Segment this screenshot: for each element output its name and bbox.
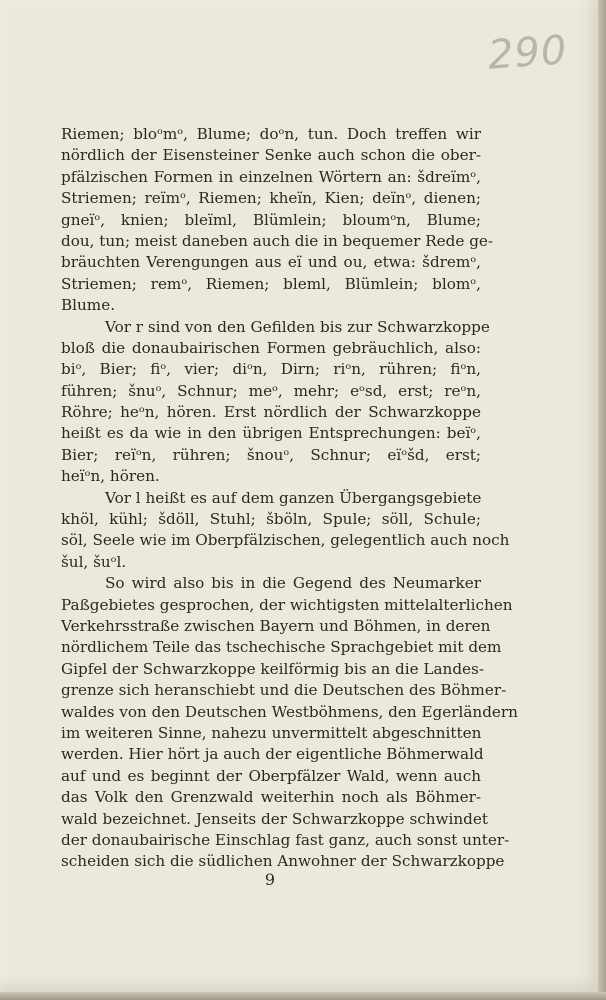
text-line: Verkehrsstraße zwischen Bayern und Böhmen, in deren: [61, 616, 491, 635]
text-line: söl, Seele wie im Oberpfälzischen, gelegentlich auch noch: [61, 531, 510, 550]
body-text: [61, 124, 518, 873]
text-line: Röhre; heᵒn, hören. Erst nördlich der Schwarzkoppe: [61, 403, 481, 422]
text-line: pfälzischen Formen in einzelnen Wörtern an: šdreïmᵒ,: [61, 167, 481, 186]
text-line: So wird also bis in die Gegend des Neumarker: [105, 574, 481, 593]
text-line: dou, tun; meist daneben auch die in bequemer Rede ge-: [61, 231, 494, 250]
text-line: nördlich der Eisensteiner Senke auch schon die ober-: [61, 146, 481, 165]
paragraph: [61, 573, 518, 872]
text-line: Gipfel der Schwarzkoppe keilförmig bis an die Landes-: [61, 659, 484, 678]
text-line: führen; šnuᵒ, Schnur; meᵒ, mehr; eᵒsd, erst; reᵒn,: [61, 381, 481, 400]
text-line: grenze sich heranschiebt und die Deutschen des Böhmer-: [61, 681, 507, 700]
text-line: wald bezeichnet. Jenseits der Schwarzkoppe schwindet: [61, 809, 489, 828]
text-line: Vor r sind von den Gefilden bis zur Schwarzkoppe: [105, 317, 490, 336]
text-line: Striemen; reïmᵒ, Riemen; kheïn, Kien; deïnᵒ, dienen;: [61, 189, 481, 208]
page-edge-right: [598, 0, 606, 1000]
page-number: 9: [264, 870, 276, 889]
text-line: das Volk den Grenzwald weiterhin noch als Böhmer-: [61, 788, 481, 807]
text-line: šul, šuᵒl.: [61, 552, 127, 571]
text-line: im weiteren Sinne, nahezu unvermittelt abgeschnitten: [61, 723, 482, 742]
text-line: scheiden sich die südlichen Anwohner der Schwarzkoppe: [61, 852, 505, 871]
handwritten-folio-number: 290: [486, 27, 569, 79]
text-line: Paßgebietes gesprochen, der wichtigsten mittelalterlichen: [61, 595, 513, 614]
text-line: biᵒ, Bier; fiᵒ, vier; diᵒn, Dirn; riᵒn, rühren; fiᵒn,: [61, 360, 481, 379]
paragraph: [61, 124, 494, 317]
text-line: Bier; reïᵒn, rühren; šnouᵒ, Schnur; eïᵒšd, erst;: [61, 445, 481, 464]
paragraph: [61, 317, 490, 488]
text-line: khöl, kühl; šdöll, Stuhl; šböln, Spule; söll, Schule;: [61, 510, 481, 529]
text-line: heißt es da wie in den übrigen Entsprechungen: beïᵒ,: [61, 424, 481, 443]
text-line: bloß die donaubairischen Formen gebräuchlich, also:: [61, 338, 481, 357]
text-line: der donaubairische Einschlag fast ganz, auch sonst unter-: [61, 830, 510, 849]
paragraph: [61, 488, 510, 574]
text-line: Blume.: [61, 296, 116, 315]
text-line: heïᵒn, hören.: [61, 467, 160, 486]
text-line: waldes von den Deutschen Westböhmens, den Egerländern: [61, 702, 518, 721]
text-line: gneïᵒ, knien; bleïml, Blümlein; bloumᵒn, Blume;: [61, 210, 481, 229]
text-line: Striemen; remᵒ, Riemen; bleml, Blümlein; blomᵒ,: [61, 274, 481, 293]
text-line: Vor l heißt es auf dem ganzen Übergangsgebiete: [105, 488, 482, 507]
text-line: auf und es beginnt der Oberpfälzer Wald, wenn auch: [61, 766, 481, 785]
page-edge-bottom: [0, 992, 606, 1000]
text-line: Riemen; bloᵒmᵒ, Blume; doᵒn, tun. Doch treffen wir: [61, 125, 481, 143]
text-line: bräuchten Verengungen aus eï und ou, etwa: šdremᵒ,: [61, 253, 481, 272]
text-line: nördlichem Teile das tschechische Sprachgebiet mit dem: [61, 638, 502, 657]
text-line: werden. Hier hört ja auch der eigentliche Böhmerwald: [61, 745, 484, 764]
